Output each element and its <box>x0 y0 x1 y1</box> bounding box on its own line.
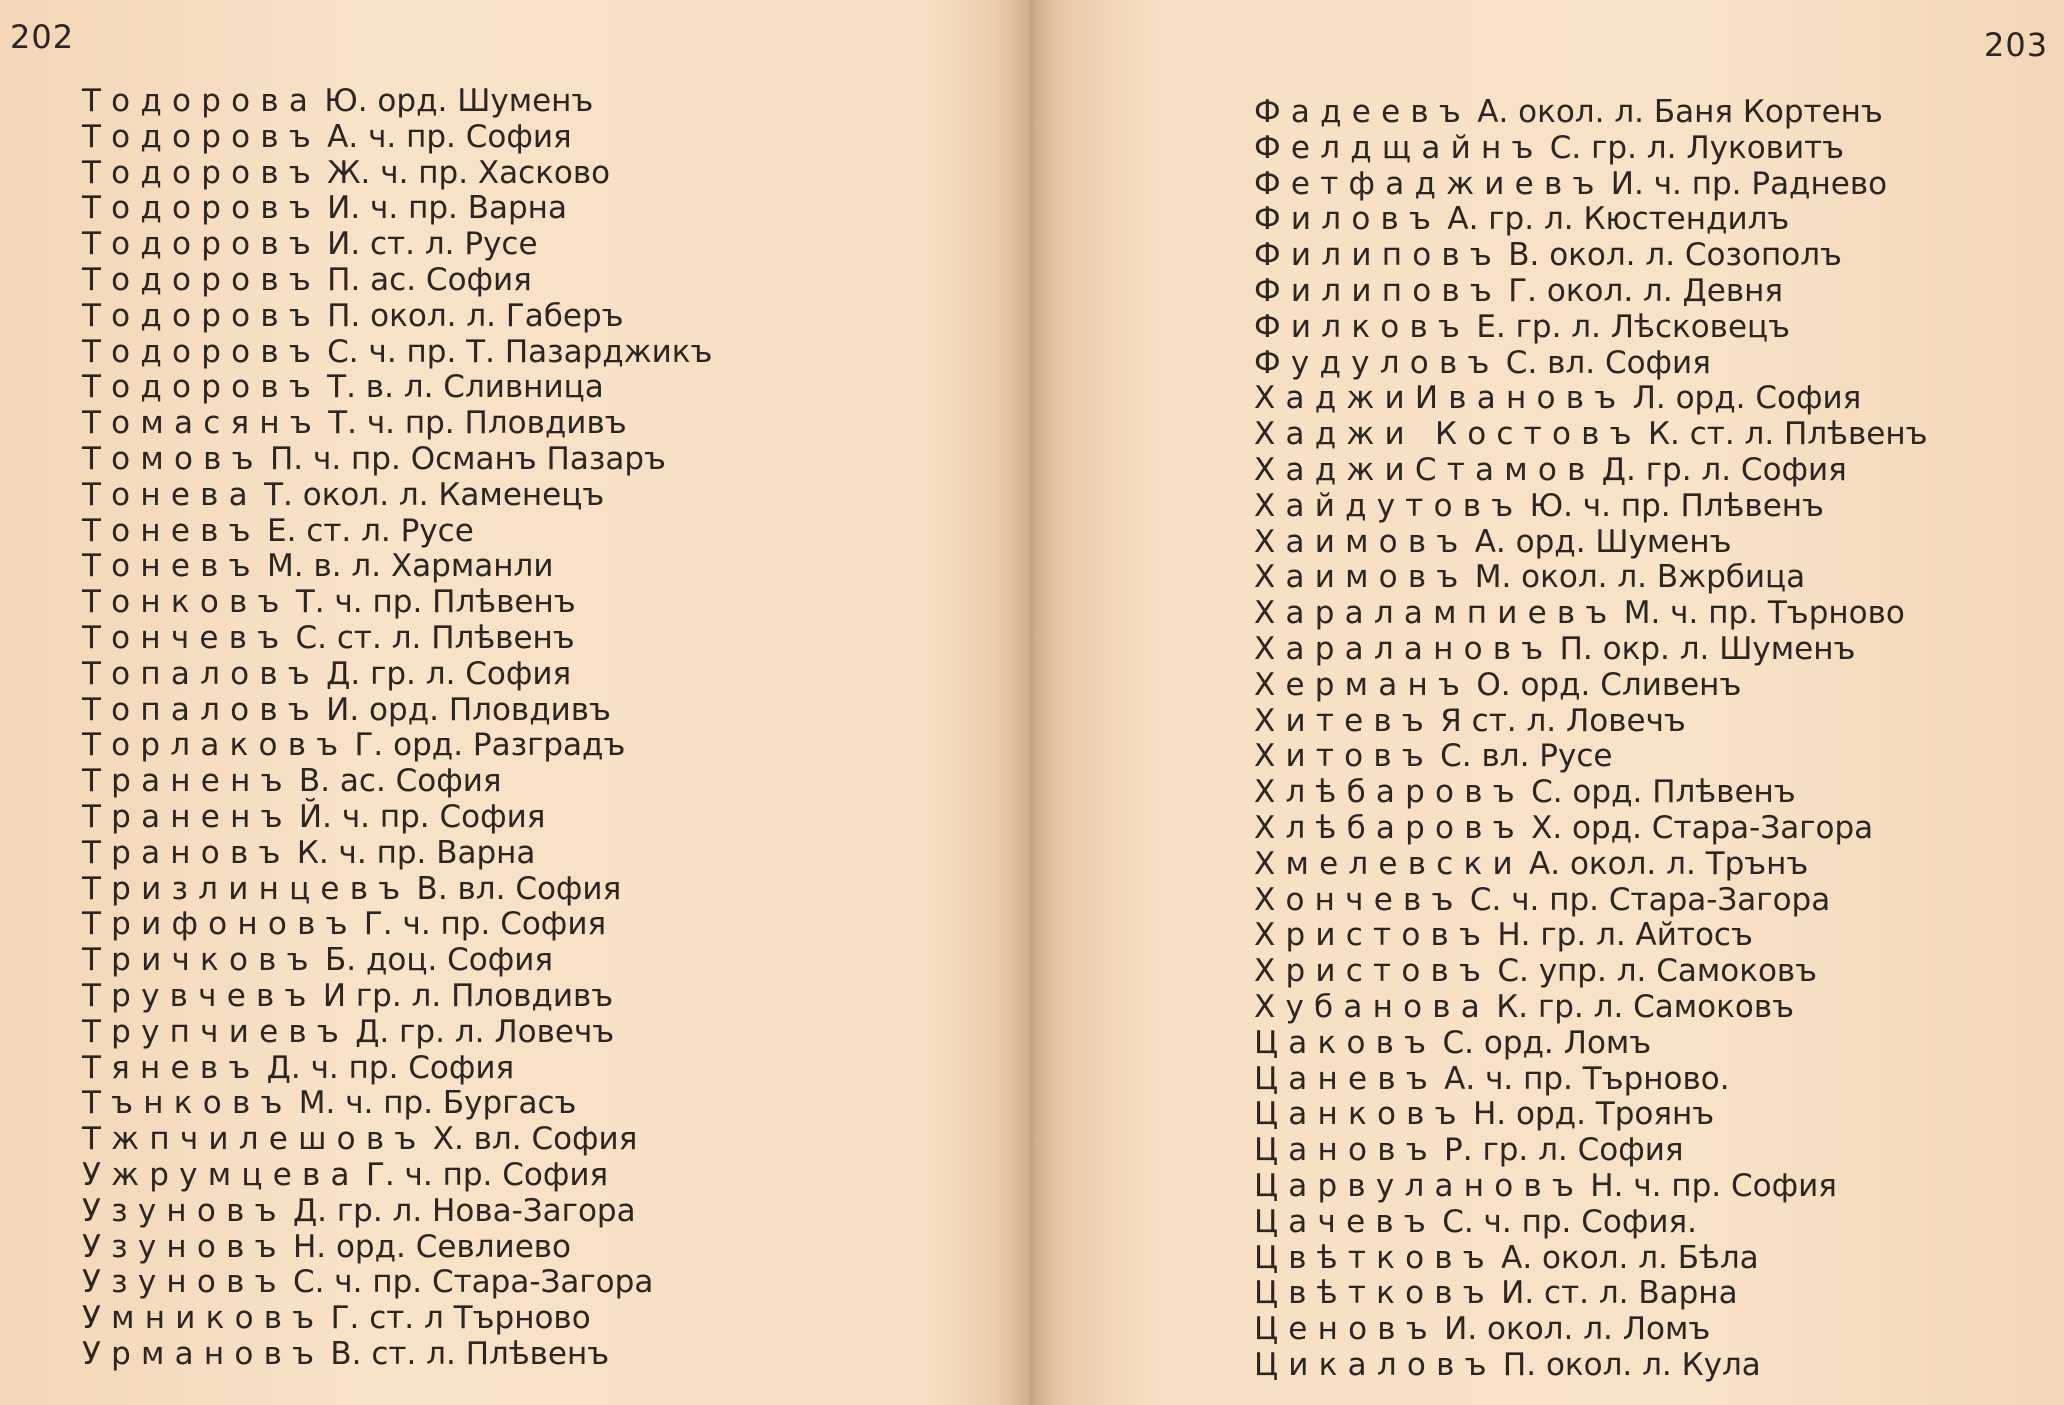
entry-surname: Хаимовъ <box>1254 559 1469 596</box>
entry-details: Х. орд. Стара-Загора <box>1531 809 1874 846</box>
entry-details: М. в. л. Харманли <box>266 548 554 585</box>
entry-surname: Тодоровъ <box>82 369 321 406</box>
entry-surname: Узуновъ <box>82 1228 287 1265</box>
entry-details: Т. в. л. Сливница <box>327 369 604 406</box>
entry-details: И гр. л. Пловдивъ <box>322 977 614 1014</box>
directory-entry <box>82 800 712 836</box>
entry-surname: Цикаловъ <box>1254 1346 1497 1383</box>
entry-surname: Цачевъ <box>1254 1203 1437 1240</box>
entry-surname: ХаджиИвановъ <box>1254 380 1627 417</box>
entry-surname: Хубанова <box>1254 988 1491 1025</box>
entry-details: Е. ст. л. Русе <box>266 512 474 549</box>
directory-entry <box>82 764 712 800</box>
entry-details: Л. орд. София <box>1632 380 1862 417</box>
entry-surname: Фудуловъ <box>1254 344 1500 381</box>
directory-entry <box>1254 1026 1928 1062</box>
directory-entry <box>82 514 712 550</box>
directory-entry <box>1254 167 1928 203</box>
directory-entry <box>82 1230 712 1266</box>
directory-entry <box>82 943 712 979</box>
entry-details: С. упр. л. Самоковъ <box>1497 953 1818 990</box>
entry-details: В. ас. София <box>298 763 502 800</box>
entry-details: С. ч. пр. Т. Пазарджикъ <box>327 333 713 370</box>
entry-details: К. ч. пр. Варна <box>296 834 536 871</box>
entry-surname: Ценовъ <box>1254 1311 1438 1348</box>
directory-entry <box>1254 1241 1928 1277</box>
entry-details: М. окол. л. Вжрбица <box>1474 559 1806 596</box>
entry-surname: Фетфаджиевъ <box>1254 165 1605 202</box>
entry-details: С. орд. Плѣвенъ <box>1531 774 1796 811</box>
directory-entry <box>82 1158 712 1194</box>
directory-entry <box>82 907 712 943</box>
entry-details: Г. ст. л Търново <box>330 1300 591 1337</box>
directory-entry <box>82 1051 712 1087</box>
directory-entry <box>1254 811 1928 847</box>
directory-entry <box>82 836 712 872</box>
entry-surname: Христовъ <box>1254 917 1492 954</box>
entry-details: А. окол. л. Трънъ <box>1529 845 1809 882</box>
entry-details: С. ч. пр. Стара-Загора <box>1469 881 1831 918</box>
entry-surname: Хлѣбаровъ <box>1254 774 1525 811</box>
entry-surname: Тодоровъ <box>82 118 321 155</box>
entry-details: Н. гр. л. Айтосъ <box>1497 917 1753 954</box>
entry-surname: Томасянъ <box>82 405 322 442</box>
entry-details: Е. гр. л. Лѣсковецъ <box>1476 308 1791 345</box>
entry-surname: Трановъ <box>82 834 291 871</box>
entry-surname: Тодоровъ <box>82 154 321 191</box>
directory-entry <box>82 872 712 908</box>
entry-surname: Хончевъ <box>1254 881 1464 918</box>
directory-entry <box>82 1301 712 1337</box>
entry-surname: Хайдутовъ <box>1254 487 1524 524</box>
entry-details: П. окол. л. Габеръ <box>327 297 624 334</box>
entry-details: И. ч. пр. Раднево <box>1610 165 1888 202</box>
directory-entry <box>1254 1205 1928 1241</box>
directory-entry <box>1254 381 1928 417</box>
entry-details: Б. доц. София <box>324 942 554 979</box>
directory-entry <box>1254 954 1928 990</box>
entry-surname: Ужрумцева <box>82 1156 360 1193</box>
entry-details: В. вл. София <box>416 870 622 907</box>
entry-surname: Цаковъ <box>1254 1024 1437 1061</box>
entry-surname: Хмелевски <box>1254 845 1523 882</box>
entry-details: К. гр. л. Самоковъ <box>1496 988 1795 1025</box>
directory-entry <box>82 191 712 227</box>
entry-surname: Фадеевъ <box>1254 94 1472 130</box>
entry-surname: Топаловъ <box>82 691 320 728</box>
entry-surname: Узуновъ <box>82 1192 287 1229</box>
directory-entry <box>1254 632 1928 668</box>
directory-entry <box>1254 775 1928 811</box>
left-page-number: 202 <box>10 18 75 56</box>
directory-entry <box>1254 274 1928 310</box>
directory-entry <box>1254 202 1928 238</box>
entry-details: Ж. ч. пр. Хасково <box>327 154 611 191</box>
directory-entry <box>1254 847 1928 883</box>
directory-entry <box>82 549 712 585</box>
entry-surname: Траненъ <box>82 798 293 835</box>
entry-surname: Царвулановъ <box>1254 1167 1585 1204</box>
entry-details: И. окол. л. Ломъ <box>1444 1311 1711 1348</box>
entry-surname: Трифоновъ <box>82 906 358 943</box>
entry-surname: Тризлинцевъ <box>82 870 411 907</box>
entry-surname: Хитовъ <box>1254 738 1434 775</box>
entry-surname: Тончевъ <box>82 619 290 656</box>
entry-details: К. ст. л. Плѣвенъ <box>1648 416 1928 453</box>
entry-details: Ю. орд. Шуменъ <box>324 83 594 119</box>
entry-details: И. ст. л. Варна <box>1501 1275 1738 1312</box>
directory-entry <box>82 120 712 156</box>
directory-entry <box>1254 417 1928 453</box>
entry-surname: Херманъ <box>1254 666 1471 703</box>
entry-details: Д. гр. л. Ловечъ <box>355 1013 615 1050</box>
directory-entry <box>1254 346 1928 382</box>
directory-entry <box>82 1086 712 1122</box>
entry-surname: Филиповъ <box>1254 237 1503 274</box>
entry-surname: Тоневъ <box>82 548 261 585</box>
directory-entry <box>82 442 712 478</box>
directory-entry <box>82 1015 712 1051</box>
entry-surname: Цанковъ <box>1254 1096 1467 1133</box>
entry-surname: Тодоровъ <box>82 333 321 370</box>
entry-surname: Томовъ <box>82 440 264 477</box>
entry-details: С. вл. Русе <box>1440 738 1613 775</box>
left-entry-list <box>82 84 712 1373</box>
directory-entry <box>1254 95 1928 131</box>
directory-entry <box>82 335 712 371</box>
entry-details: Д. гр. л. Нова-Загора <box>292 1192 636 1229</box>
entry-details: М. ч. пр. Бургасъ <box>298 1085 577 1122</box>
directory-entry <box>82 1194 712 1230</box>
directory-entry <box>82 585 712 621</box>
entry-surname: Траненъ <box>82 763 293 800</box>
entry-details: И. ст. л. Русе <box>327 226 538 263</box>
entry-surname: Умниковъ <box>82 1300 325 1337</box>
directory-entry <box>1254 596 1928 632</box>
entry-details: Г. ч. пр. София <box>363 906 607 943</box>
entry-details: А. окол. л. Бѣла <box>1501 1239 1759 1276</box>
entry-surname: Узуновъ <box>82 1264 287 1301</box>
entry-surname: Хлѣбаровъ <box>1254 809 1525 846</box>
entry-details: А. гр. л. Кюстендилъ <box>1447 201 1790 238</box>
entry-details: Д. гр. л. София <box>326 655 572 692</box>
entry-surname: Тодоровъ <box>82 226 321 263</box>
entry-surname: Тодоровъ <box>82 261 321 298</box>
directory-entry <box>1254 668 1928 704</box>
directory-entry <box>1254 1348 1928 1384</box>
entry-details: Т. окол. л. Каменецъ <box>264 476 605 513</box>
entry-surname: Филковъ <box>1254 308 1471 345</box>
entry-details: С. ч. пр. София. <box>1442 1203 1697 1240</box>
entry-surname: Хитевъ <box>1254 702 1435 739</box>
entry-details: С. ст. л. Плѣвенъ <box>295 619 575 656</box>
entry-surname: Цвѣтковъ <box>1254 1275 1495 1312</box>
directory-entry <box>1254 883 1928 919</box>
directory-entry <box>1254 918 1928 954</box>
entry-surname: Трувчевъ <box>82 977 317 1014</box>
entry-surname: Хаджи Костовъ <box>1254 416 1642 453</box>
entry-details: Й. ч. пр. София <box>298 798 546 835</box>
entry-details: В. окол. л. Созополъ <box>1508 237 1842 274</box>
entry-surname: Фелдщайнъ <box>1254 129 1544 166</box>
entry-surname: Филовъ <box>1254 201 1442 238</box>
directory-entry <box>82 1265 712 1301</box>
directory-entry <box>82 1337 712 1373</box>
entry-surname: Тонковъ <box>82 584 290 621</box>
entry-details: Н. орд. Севлиево <box>292 1228 571 1265</box>
entry-surname: Хараланoвъ <box>1254 630 1554 667</box>
directory-entry <box>82 979 712 1015</box>
entry-details: П. ч. пр. Османъ Пазаръ <box>270 440 666 477</box>
entry-surname: Трупчиевъ <box>82 1013 350 1050</box>
directory-entry <box>82 227 712 263</box>
entry-details: П. ас. София <box>327 261 532 298</box>
entry-surname: Филиповъ <box>1254 272 1503 309</box>
directory-entry <box>1254 1133 1928 1169</box>
entry-details: А. окол. л. Баня Кортенъ <box>1477 94 1883 130</box>
directory-entry <box>1254 1062 1928 1098</box>
entry-details: В. ст. л. Плѣвенъ <box>330 1335 610 1372</box>
entry-surname: Тънковъ <box>82 1085 293 1122</box>
directory-entry <box>82 263 712 299</box>
entry-details: О. орд. Сливенъ <box>1476 666 1742 703</box>
directory-entry <box>1254 704 1928 740</box>
entry-surname: ХаджиСтамов <box>1254 451 1596 488</box>
entry-surname: Тричковъ <box>82 942 319 979</box>
entry-surname: Тжпчилешовъ <box>82 1121 427 1158</box>
entry-details: Г. ч. пр. София <box>365 1156 609 1193</box>
directory-entry <box>1254 310 1928 346</box>
directory-entry <box>82 84 712 120</box>
entry-details: Г. орд. Разградъ <box>354 727 626 764</box>
entry-surname: Топаловъ <box>82 655 320 692</box>
entry-details: Д. гр. л. София <box>1601 451 1847 488</box>
directory-entry <box>82 406 712 442</box>
directory-entry <box>82 478 712 514</box>
entry-details: С. гр. л. Луковитъ <box>1549 129 1845 166</box>
directory-entry <box>82 728 712 764</box>
entry-surname: Тодоровъ <box>82 297 321 334</box>
entry-details: П. окр. л. Шуменъ <box>1559 630 1856 667</box>
directory-entry <box>1254 1276 1928 1312</box>
entry-details: Д. ч. пр. София <box>266 1049 515 1086</box>
entry-details: Т. ч. пр. Пловдивъ <box>328 405 627 442</box>
directory-entry <box>82 693 712 729</box>
entry-surname: Торлаковъ <box>82 727 349 764</box>
entry-details: Т. ч. пр. Плѣвенъ <box>295 584 576 621</box>
entry-surname: Цаневъ <box>1254 1060 1438 1097</box>
directory-entry <box>82 299 712 335</box>
entry-details: Ю. ч. пр. Плѣвенъ <box>1529 487 1824 524</box>
directory-entry <box>1254 1169 1928 1205</box>
entry-surname: Хаимовъ <box>1254 523 1469 560</box>
directory-entry <box>1254 560 1928 596</box>
entry-details: И. ч. пр. Варна <box>327 190 567 227</box>
directory-entry <box>1254 1097 1928 1133</box>
directory-entry <box>82 1122 712 1158</box>
entry-surname: Цановъ <box>1254 1132 1438 1169</box>
entry-surname: Тодорова <box>82 83 319 119</box>
entry-surname: Цвѣтковъ <box>1254 1239 1495 1276</box>
entry-surname: Урмановъ <box>82 1335 325 1372</box>
directory-entry <box>82 621 712 657</box>
directory-entry <box>1254 525 1928 561</box>
directory-entry <box>1254 453 1928 489</box>
entry-surname: Тонева <box>82 476 258 513</box>
entry-details: С. ч. пр. Стара-Загора <box>292 1264 654 1301</box>
entry-details: С. вл. София <box>1505 344 1711 381</box>
directory-entry <box>82 370 712 406</box>
entry-surname: Харалампиевъ <box>1254 595 1618 632</box>
entry-details: А. орд. Шуменъ <box>1474 523 1732 560</box>
directory-entry <box>82 657 712 693</box>
entry-details: Х. вл. София <box>432 1121 638 1158</box>
entry-details: С. орд. Ломъ <box>1442 1024 1652 1061</box>
entry-details: М. ч. пр. Търново <box>1623 595 1905 632</box>
directory-entry <box>1254 238 1928 274</box>
right-page <box>1032 0 2064 1405</box>
directory-entry <box>1254 1312 1928 1348</box>
entry-surname: Христовъ <box>1254 953 1492 990</box>
entry-details: А. ч. пр. Търново. <box>1444 1060 1730 1097</box>
directory-entry <box>1254 489 1928 525</box>
entry-details: А. ч. пр. София <box>327 118 572 155</box>
directory-entry <box>1254 990 1928 1026</box>
directory-entry <box>1254 131 1928 167</box>
entry-details: П. окол. л. Кула <box>1502 1346 1761 1383</box>
right-entry-list <box>1254 95 1928 1384</box>
entry-surname: Тодоровъ <box>82 190 321 227</box>
directory-entry <box>1254 739 1928 775</box>
entry-details: Г. окол. л. Девня <box>1508 272 1784 309</box>
entry-details: Я ст. л. Ловечъ <box>1440 702 1686 739</box>
entry-details: И. орд. Пловдивъ <box>326 691 611 728</box>
entry-details: Р. гр. л. София <box>1444 1132 1684 1169</box>
directory-entry <box>82 156 712 192</box>
entry-details: Н. орд. Троянъ <box>1473 1096 1715 1133</box>
right-page-number: 203 <box>1984 26 2049 64</box>
entry-details: Н. ч. пр. София <box>1590 1167 1837 1204</box>
entry-surname: Тоневъ <box>82 512 261 549</box>
entry-surname: Тяневъ <box>82 1049 261 1086</box>
